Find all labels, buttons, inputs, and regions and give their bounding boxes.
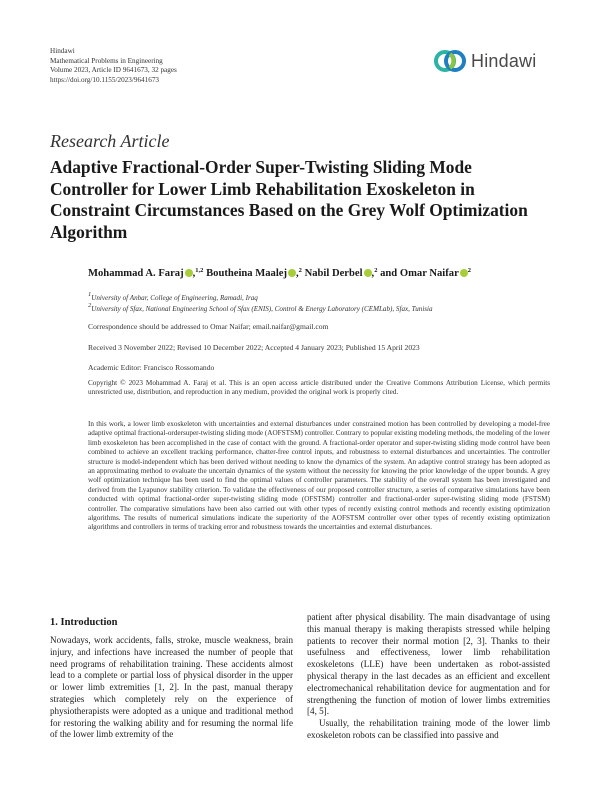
author-name[interactable]: Mohammad A. Faraj <box>88 268 184 279</box>
affiliation <box>88 291 258 302</box>
author-affil-sup: 2 <box>467 267 472 274</box>
orcid-icon[interactable] <box>185 269 193 277</box>
article-title: Adaptive Fractional-Order Super-Twisting Sliding Mode Controller for Lower Limb Rehabilitation Exoskeleton in Constraint Circumstances Based on the Grey Wolf Optimization Algorithm <box>50 157 528 242</box>
logo-wordmark: Hindawi <box>471 50 537 71</box>
academic-editor: Academic Editor: Francisco Rossomando <box>88 363 215 372</box>
orcid-icon[interactable] <box>364 269 372 277</box>
affiliation-text: University of Sfax, National Engineering School of Sfax (ENIS), Control & Energy Laboratory (CEMLab), Sfax, Tunisia <box>91 305 433 313</box>
affiliation-text: University of Anbar, College of Engineering, Ramadi, Iraq <box>91 294 258 302</box>
volume-line: Volume 2023, Article ID 9641673, 32 pages <box>50 66 177 75</box>
hindawi-logo-icon <box>433 46 467 76</box>
author-name[interactable]: Nabil Derbel <box>304 268 363 279</box>
author-name[interactable]: Boutheina Maalej <box>206 268 288 279</box>
orcid-icon[interactable] <box>288 269 296 277</box>
body-column-left <box>50 635 293 741</box>
author-affil-sup: 2 <box>298 267 302 274</box>
journal-info <box>50 47 177 85</box>
publisher-logo[interactable] <box>433 46 536 76</box>
affiliation <box>88 302 433 313</box>
journal-name: Mathematical Problems in Engineering <box>50 56 163 65</box>
orcid-icon[interactable] <box>460 269 468 277</box>
body-paragraph: patient after physical disability. The main disadvantage of using this manual therapy is making therapists stressed while helping patients to recover their normal motion [2, 3]. Thanks to their usefulness and effectiveness, lower limb rehabilitation exoskeletons (LLE) have been undertaken as robot-assisted physical therapy in the last decades as an efficient and excellent electromechanical rehabilitation device for augmentation and for strengthening the function of motion of lower limbs extremities [4, 5]. <box>307 612 550 717</box>
abstract: In this work, a lower limb exoskeleton with uncertainties and external disturbances under constrained motion has been controlled by developing a model-free adaptive optimal fractional-ordersuper-twisting sliding mode (AOFSTSM) controller. Contrary to popular existing modeling methods, the modeling of the lower limb exoskeleton has been accomplished in the case of contact with the ground. A fractional-order operator and super-twisting sliding mode control have been combined to achieve an excellent tracking performance, chatter-free control inputs, and robustness to external disturbances and uncertainties. The controller structure is model-independent which has been derived without needing to know the dynamics of the system. An adaptive control strategy has been adopted as an approximating method to evaluate the uncertain dynamics of the system without the necessity for knowing the prior knowledge of the upper bounds. A grey wolf optimization technique has been used to find the optimal values of controller parameters. The stability of the overall system has been investigated and derived from the Lyapunov stability criterion. To validate the effectiveness of our proposed controller structure, a series of comparative simulations have been conducted with optimal fractional-order super-twisting sliding mode (OFSTSM) controller and fractional-order super-twisting sliding mode (FSTSM) controller. The comparative simulations have been also carried out with other types of recently existing control methods and recently existing optimization algorithms. The results of numerical simulations indicate the superiority of the AOFSTSM controller over other types of recently existing optimization algorithms and controllers in terms of tracking error and robustness towards the uncertainties and external disturbances. <box>88 420 550 532</box>
author-list: Mohammad A. Faraj ,$^{1,2}$ Boutheina Maalej ,$^2$ Nabil Derbel ,$^2$ and Omar Naifar $^2$ <box>88 267 472 279</box>
article-type: Research Article <box>50 131 170 151</box>
author-affil-sup: 1,2 <box>195 267 204 274</box>
affiliation-sup: 1 <box>88 291 92 298</box>
correspondence: Correspondence should be addressed to Omar Naifar; email.naifar@gmail.com <box>88 322 329 331</box>
author-name[interactable]: and Omar Naifar <box>380 268 459 279</box>
author-affil-sup: 2 <box>374 267 378 274</box>
article-dates: Received 3 November 2022; Revised 10 December 2022; Accepted 4 January 2023; Published 15 April 2023 <box>88 343 420 352</box>
publisher-name: Hindawi <box>50 47 75 55</box>
doi-link[interactable]: https://doi.org/10.1155/2023/9641673 <box>50 75 160 84</box>
copyright-notice: Copyright © 2023 Mohammad A. Faraj et al. This is an open access article distributed under the Creative Commons Attribution License, which permits unrestricted use, distribution, and reproduction in any medium, provided the original work is properly cited. <box>88 379 550 397</box>
section-heading: 1. Introduction <box>50 617 118 628</box>
body-paragraph: Usually, the rehabilitation training mode of the lower limb exoskeleton robots can be classified into passive and <box>307 718 550 740</box>
body-paragraph: Nowadays, work accidents, falls, stroke, muscle weakness, brain injury, and infections have increased the number of people that need programs of rehabilitation training. These accidents almost lead to a complete or partial loss of physical disorder in the upper or lower limb extremities [1, 2]. In the past, manual therapy strategies which completely rely on the experience of physiotherapists were adopted as a unique and traditional method for restoring the walking ability and for resuming the normal life of the lower limb extremity of the <box>50 635 293 740</box>
body-column-right <box>307 612 550 742</box>
affiliation-sup: 2 <box>88 302 92 309</box>
